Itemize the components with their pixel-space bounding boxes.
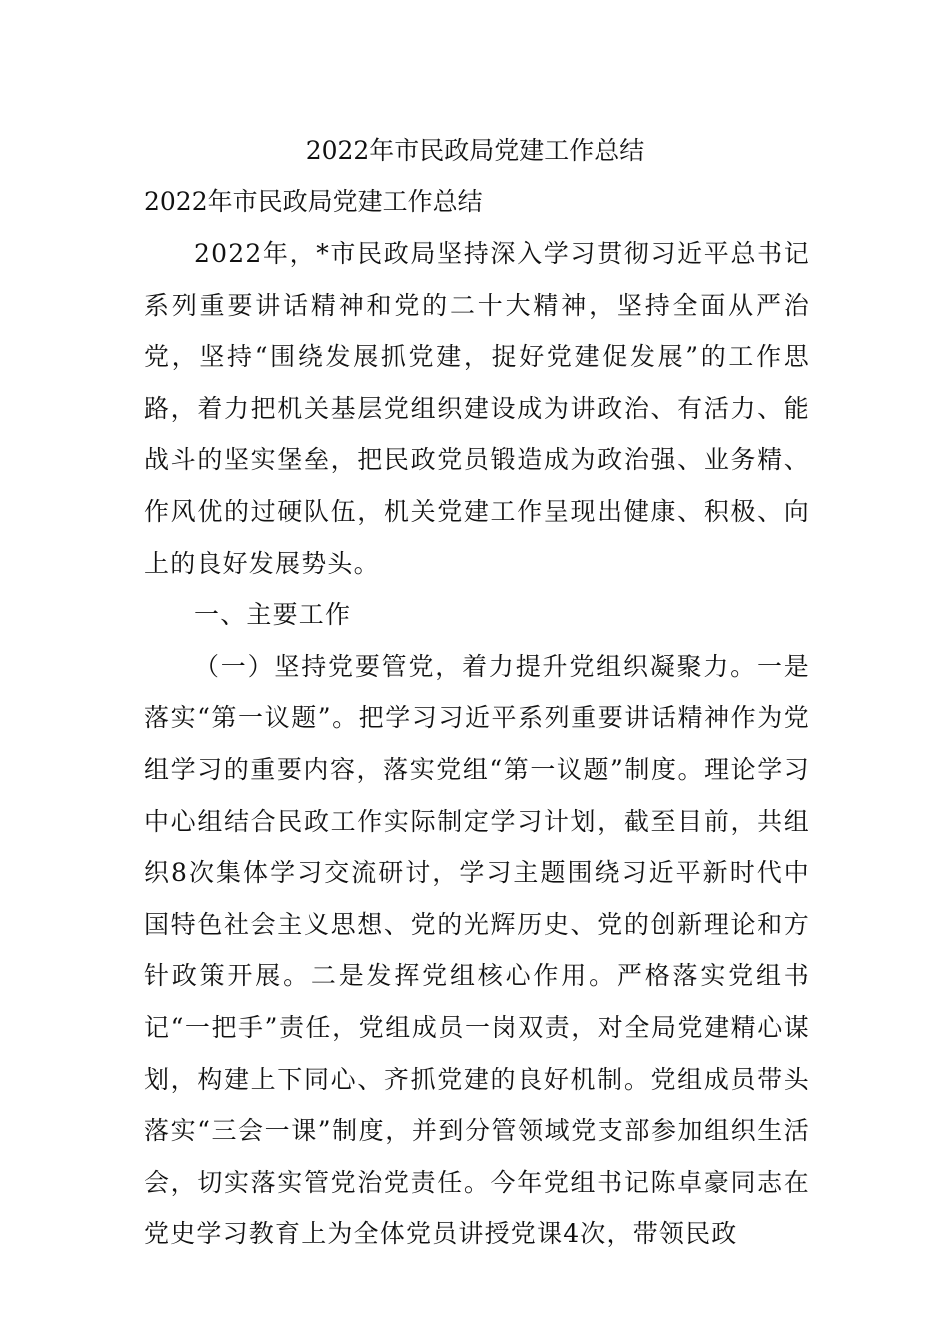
document-body: [144, 228, 810, 1260]
section-heading-main-work: 一、主要工作: [194, 600, 352, 630]
document-subtitle: 2022年市民政局党建工作总结: [144, 187, 483, 216]
document-title: 2022年市民政局党建工作总结: [305, 136, 645, 165]
section-paragraph-1: （一）坚持党要管党，着力提升党组织凝聚力。一是落实“第一议题”。把学习习近平系列重要讲话精神作为党组学习的重要内容，落实党组“第一议题”制度。理论学习中心组结合民政工作实际制定学习计划，截至目前，共组织8次集体学习交流研讨，学习主题围绕习近平新时代中国特色社会主义思想、党的光辉历史、党的创新理论和方针政策开展。二是发挥党组核心作用。严格落实党组书记“一把手”责任，党组成员一岗双责，对全局党建精心谋划，构建上下同心、齐抓党建的良好机制。党组成员带头落实“三会一课”制度，并到分管领域党支部参加组织生活会，切实落实管党治党责任。今年党组书记陈卓豪同志在党史学习教育上为全体党员讲授党课4次，带领民政: [144, 651, 810, 1249]
intro-paragraph: 2022年，*市民政局坚持深入学习贯彻习近平总书记系列重要讲话精神和党的二十大精神，坚持全面从严治党，坚持“围绕发展抓党建，捉好党建促发展”的工作思路，着力把机关基层党组织建设成为讲政治、有活力、能战斗的坚实堡垒，把民政党员锻造成为政治强、业务精、作风优的过硬队伍，机关党建工作呈现出健康、积极、向上的良好发展势头。: [144, 239, 810, 578]
